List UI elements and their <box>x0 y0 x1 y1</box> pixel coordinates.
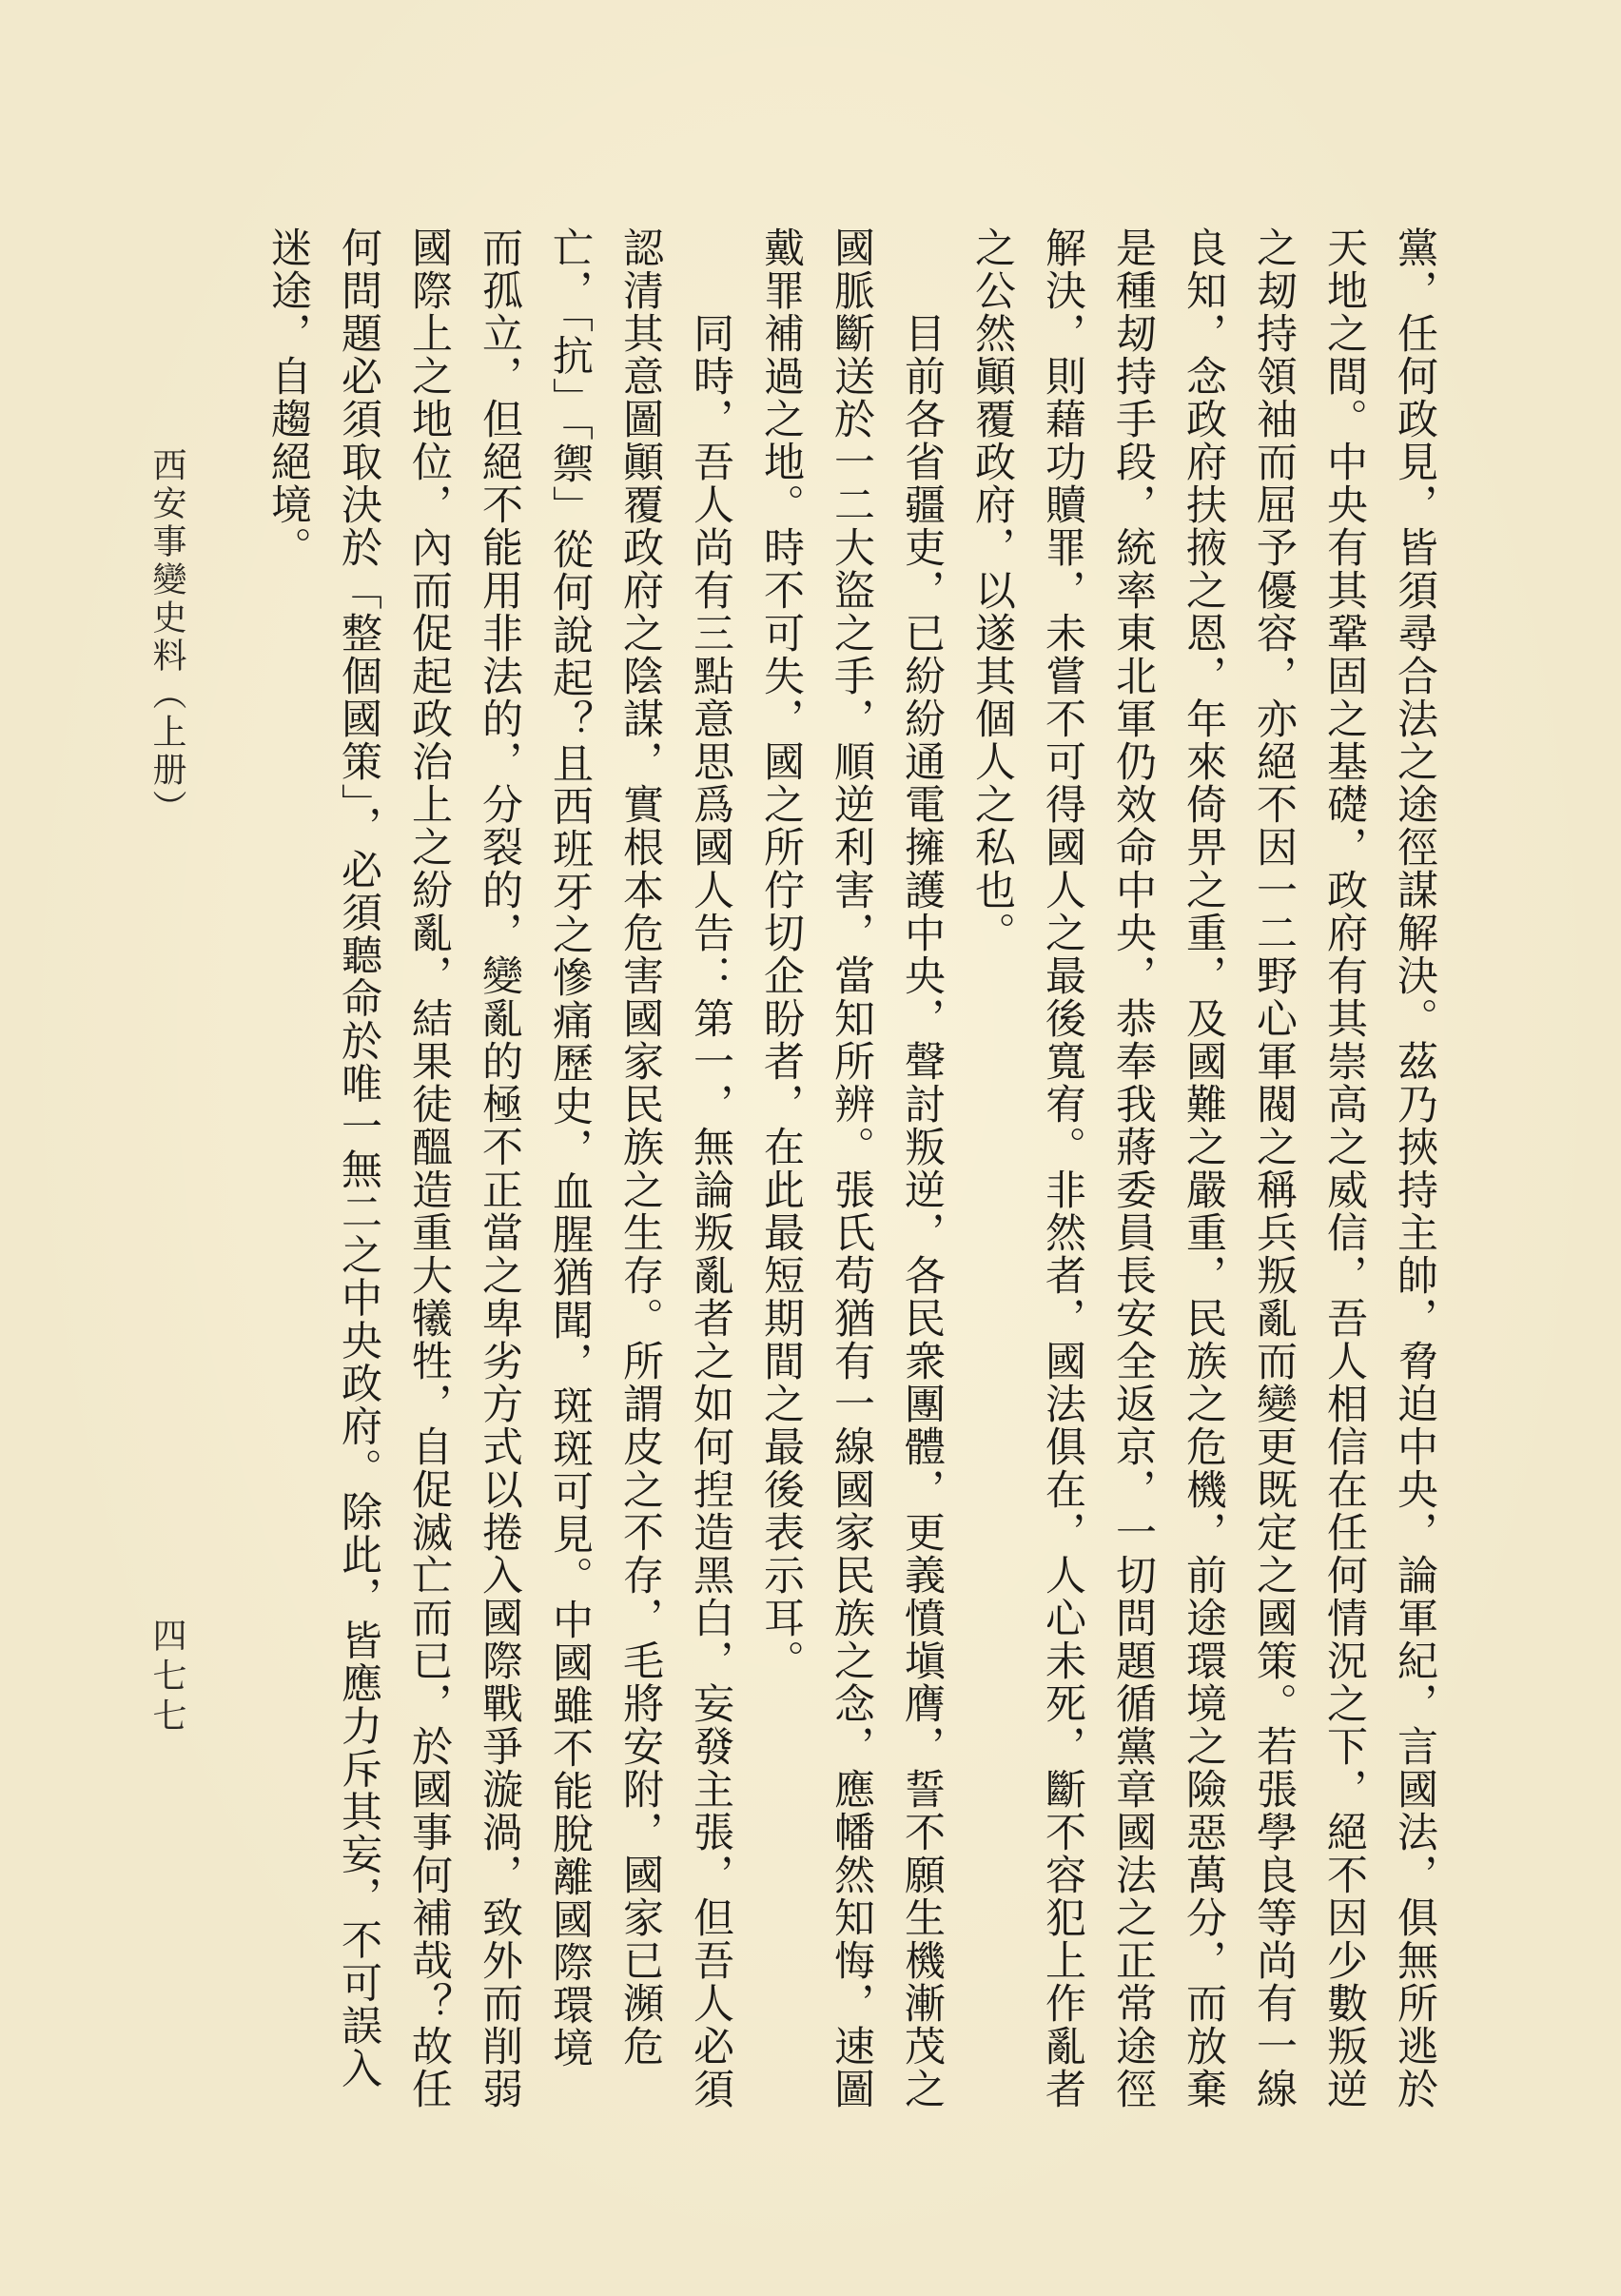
text-line: 良知，念政府扶掖之恩，年來倚畀之重，及國難之嚴重，民族之危機，前途環境之險惡萬分，而放棄 <box>1180 226 1227 2110</box>
text-line: 戴罪補過之地。時不可失，國之所佇切企盼者，在此最短期間之最後表示耳。 <box>757 226 805 1682</box>
text-line: 之公然顚覆政府，以遂其個人之私也。 <box>968 226 1016 954</box>
text-line: 而孤立，但絕不能用非法的，分裂的，變亂的極不正當之卑劣方式以捲入國際戰爭漩渦，致外而削弱 <box>476 226 523 2110</box>
page-number: 四七七 <box>147 1618 186 1737</box>
text-line: 亡，「抗」「禦」從何說起？且西班牙之慘痛歷史，血腥猶聞，斑斑可見。中國雖不能脫離國際環境 <box>546 226 594 2070</box>
text-line: 國脈斷送於一二大盜之手，順逆利害，當知所辨。張氏苟猶有一線國家民族之念，應幡然知悔，速圖 <box>828 226 875 2110</box>
text-line: 天地之間。中央有其鞏固之基礎，政府有其崇高之威信，吾人相信在任何情況之下，絕不因少數叛逆 <box>1320 226 1368 2110</box>
text-line: 黨，任何政見，皆須尋合法之途徑謀解決。茲乃挾持主帥，脅迫中央，論軍紀，言國法，俱無所逃於 <box>1391 226 1438 2110</box>
text-line: 是種刼持手段，統率東北軍仍效命中央，恭奉我蔣委員長安全返京，一切問題循黨章國法之正常途徑 <box>1109 226 1157 2110</box>
running-footer-title: 西安事變史料（上册） <box>147 447 186 828</box>
text-line: 國際上之地位，內而促起政治上之紛亂，結果徒醞造重大犧牲，自促滅亡而已，於國事何補哉？故任 <box>405 226 453 2110</box>
text-line: 解決，則藉功贖罪，未嘗不可得國人之最後寬宥。非然者，國法俱在，人心未死，斷不容犯上作亂者 <box>1039 226 1086 2110</box>
text-line: 迷途，自趨絕境。 <box>264 226 312 569</box>
main-text-block <box>253 226 1450 2120</box>
text-line: 目前各省疆吏，已紛紛通電擁護中央，聲討叛逆，各民衆團體，更義憤塡膺，誓不願生機漸茂之 <box>898 226 946 2110</box>
text-line: 之刼持領袖而屈予優容，亦絕不因一二野心軍閥之稱兵叛亂而變更既定之國策。若張學良等尚有一線 <box>1250 226 1298 2110</box>
text-line: 同時，吾人尚有三點意思爲國人告：第一，無論叛亂者之如何揑造黑白，妄發主張，但吾人必須 <box>687 226 734 2110</box>
text-line: 何問題必須取決於「整個國策」，必須聽命於唯一無二之中央政府。除此，皆應力斥其妄，不可誤入 <box>335 226 382 2090</box>
text-line: 認清其意圖顚覆政府之陰謀，實根本危害國家民族之生存。所謂皮之不存，毛將安附，國家已瀕危 <box>616 226 664 2068</box>
